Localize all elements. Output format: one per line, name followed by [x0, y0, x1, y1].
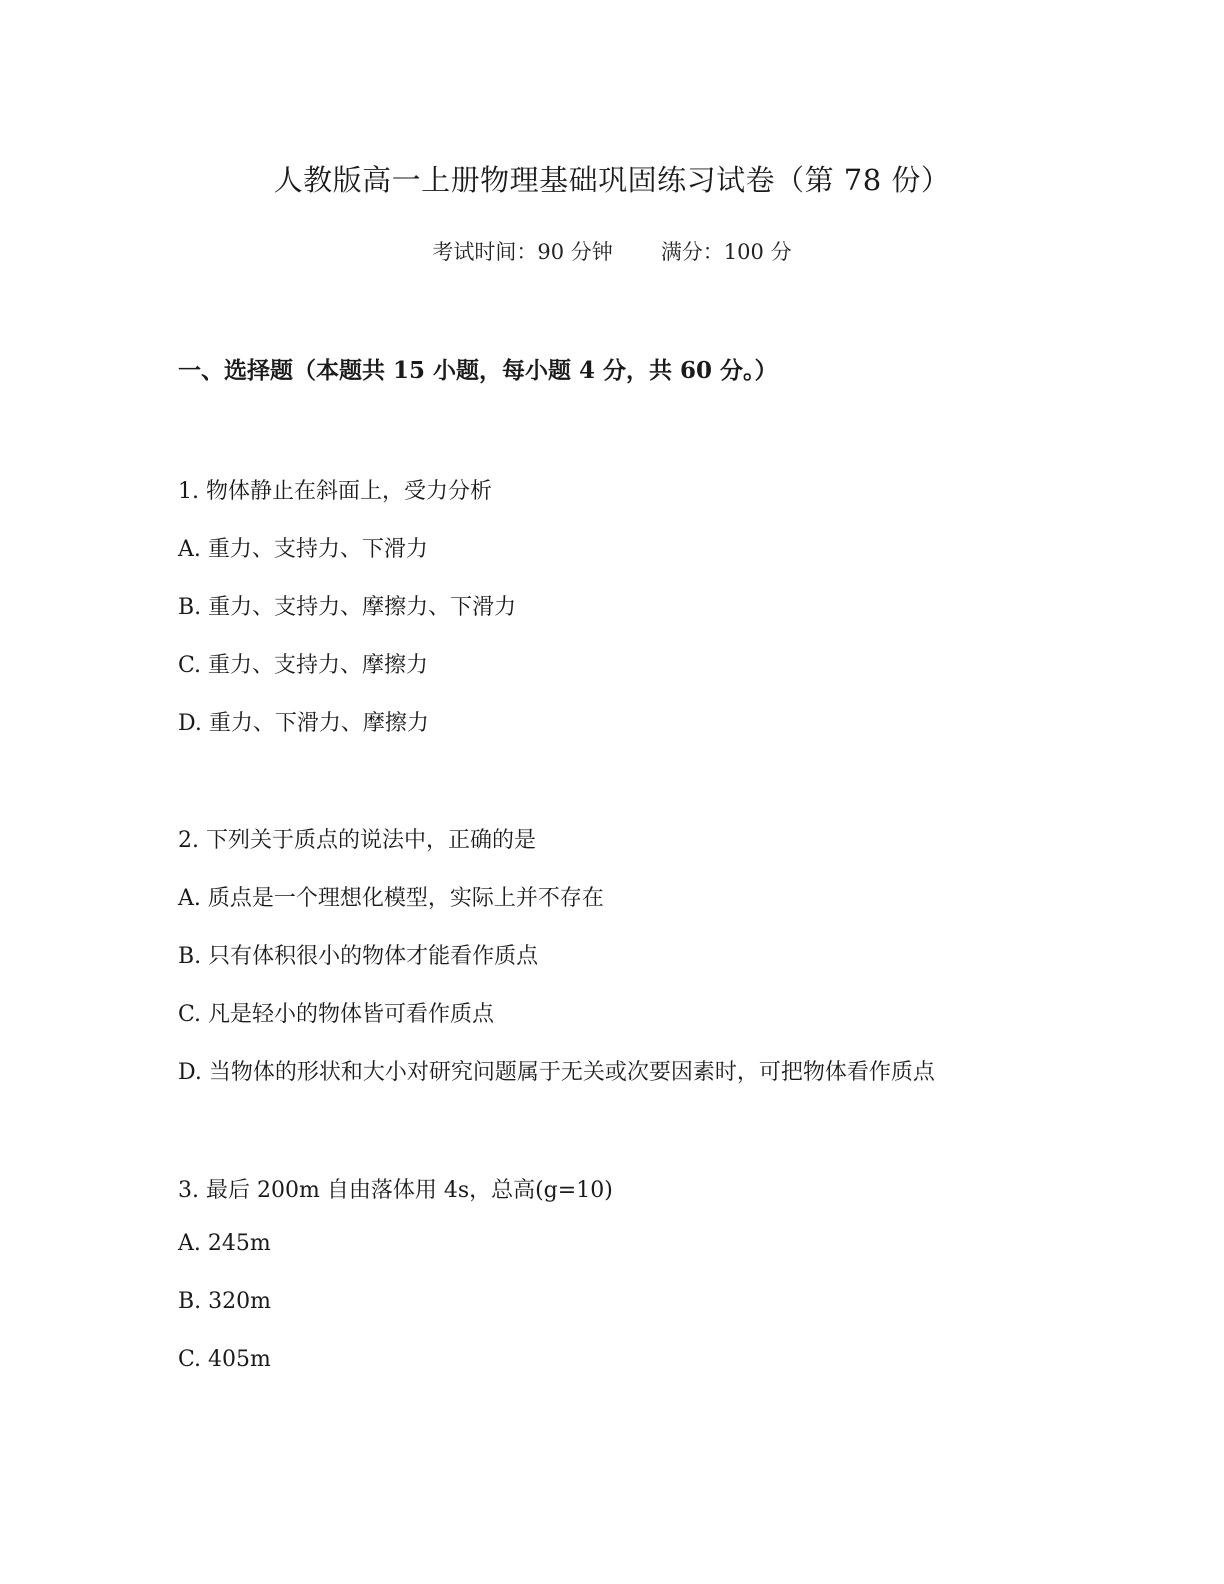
- question-1-option-b: B. 重力、支持力、摩擦力、下滑力: [178, 595, 517, 620]
- question-1-option-c: C. 重力、支持力、摩擦力: [178, 653, 429, 678]
- exam-title: 人教版高一上册物理基础巩固练习试卷（第 78 份）: [273, 163, 951, 197]
- question-2-option-b: B. 只有体积很小的物体才能看作质点: [178, 944, 539, 969]
- question-3-option-c: C. 405m: [178, 1347, 271, 1372]
- question-1-option-a: A. 重力、支持力、下滑力: [178, 537, 428, 562]
- question-3-stem: 3. 最后 200m 自由落体用 4s，总高(g=10): [178, 1178, 613, 1203]
- exam-score: 满分：100 分: [660, 240, 792, 264]
- question-1-option-d: D. 重力、下滑力、摩擦力: [178, 711, 429, 736]
- question-2-option-d: D. 当物体的形状和大小对研究问题属于无关或次要因素时，可把物体看作质点: [178, 1060, 935, 1085]
- section-heading: 一、选择题（本题共 15 小题，每小题 4 分，共 60 分。）: [178, 357, 778, 384]
- question-2-stem: 2. 下列关于质点的说法中，正确的是: [178, 828, 536, 853]
- question-3-option-a: A. 245m: [178, 1231, 271, 1256]
- question-1-stem: 1. 物体静止在斜面上，受力分析: [178, 479, 492, 504]
- exam-meta: [0, 236, 1224, 266]
- exam-time: 考试时间：90 分钟: [432, 240, 613, 264]
- question-3-option-b: B. 320m: [178, 1289, 272, 1314]
- question-2-option-c: C. 凡是轻小的物体皆可看作质点: [178, 1002, 495, 1027]
- question-2-option-a: A. 质点是一个理想化模型，实际上并不存在: [178, 886, 604, 911]
